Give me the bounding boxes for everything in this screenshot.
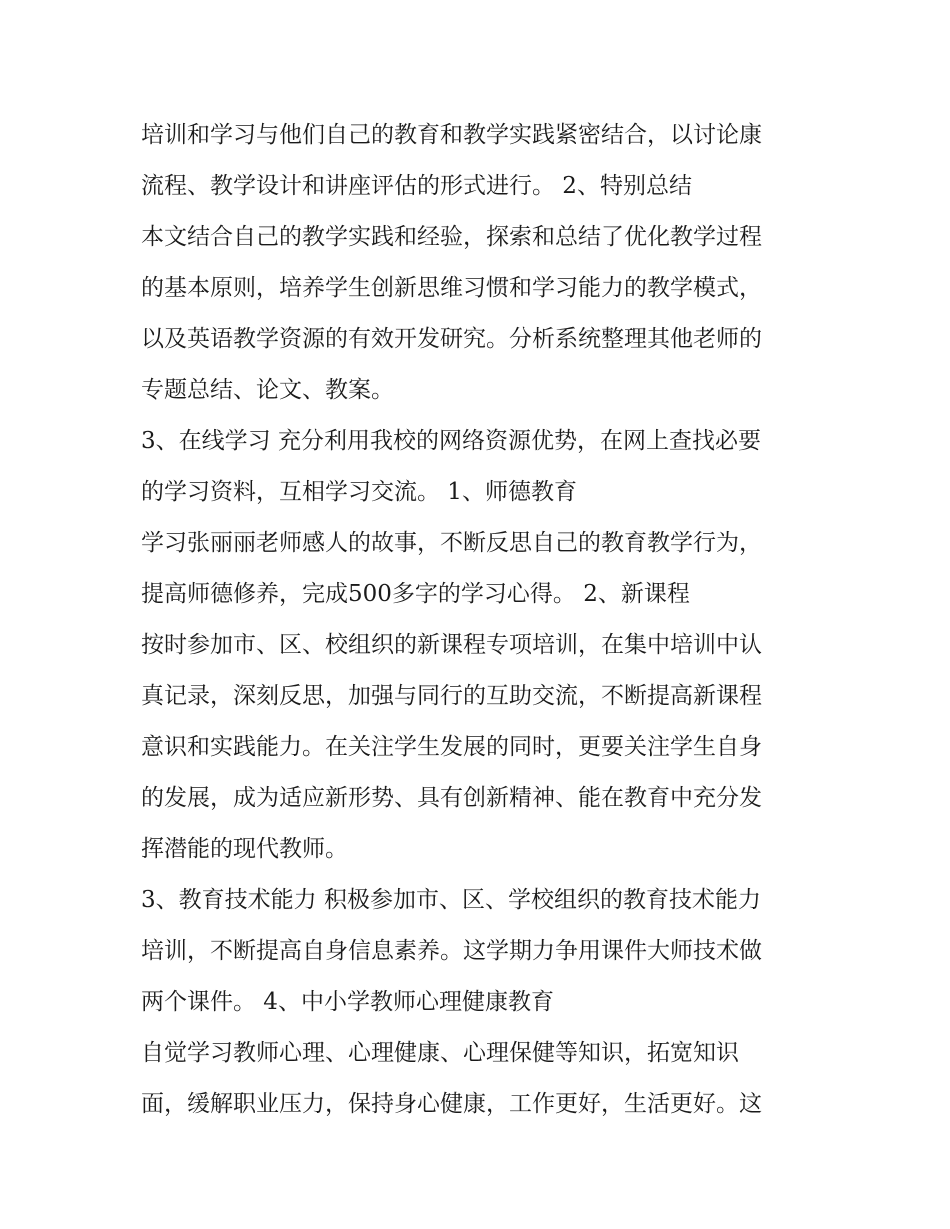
text-line: 的基本原则，培养学生创新思维习惯和学习能力的教学模式， — [141, 275, 762, 301]
text-line: 学习张丽丽老师感人的故事，不断反思自己的教育教学行为， — [141, 530, 762, 556]
text-line: 两个课件。 4、中小学教师心理健康教育 — [141, 989, 554, 1015]
text-line: 提高师德修养，完成500多字的学习心得。 2、新课程 — [141, 581, 690, 607]
body-text — [141, 110, 821, 1130]
text-line: 面，缓解职业压力，保持身心健康，工作更好，生活更好。这 — [141, 1091, 762, 1117]
text-line: 流程、教学设计和讲座评估的形式进行。 2、特别总结 — [141, 173, 692, 199]
text-line: 3、教育技术能力 积极参加市、区、学校组织的教育技术能力 — [141, 887, 761, 913]
text-line: 的发展，成为适应新形势、具有创新精神、能在教育中充分发 — [141, 785, 762, 811]
text-line: 的学习资料，互相学习交流。 1、师德教育 — [141, 479, 577, 505]
text-line: 3、在线学习 充分利用我校的网络资源优势，在网上查找必要 — [141, 428, 761, 454]
text-line: 挥潜能的现代教师。 — [141, 836, 348, 862]
text-line: 真记录，深刻反思，加强与同行的互助交流，不断提高新课程 — [141, 683, 762, 709]
text-line: 本文结合自己的教学实践和经验，探索和总结了优化教学过程 — [141, 224, 762, 250]
text-line: 专题总结、论文、教案。 — [141, 377, 394, 403]
text-line: 按时参加市、区、校组织的新课程专项培训，在集中培训中认 — [141, 632, 762, 658]
text-line: 培训，不断提高自身信息素养。这学期力争用课件大师技术做 — [141, 938, 762, 964]
text-line: 培训和学习与他们自己的教育和教学实践紧密结合，以讨论康 — [141, 122, 762, 148]
text-line: 意识和实践能力。在关注学生发展的同时，更要关注学生自身 — [141, 734, 762, 760]
text-line: 自觉学习教师心理、心理健康、心理保健等知识，拓宽知识 — [141, 1040, 739, 1066]
text-line: 以及英语教学资源的有效开发研究。分析系统整理其他老师的 — [141, 326, 762, 352]
